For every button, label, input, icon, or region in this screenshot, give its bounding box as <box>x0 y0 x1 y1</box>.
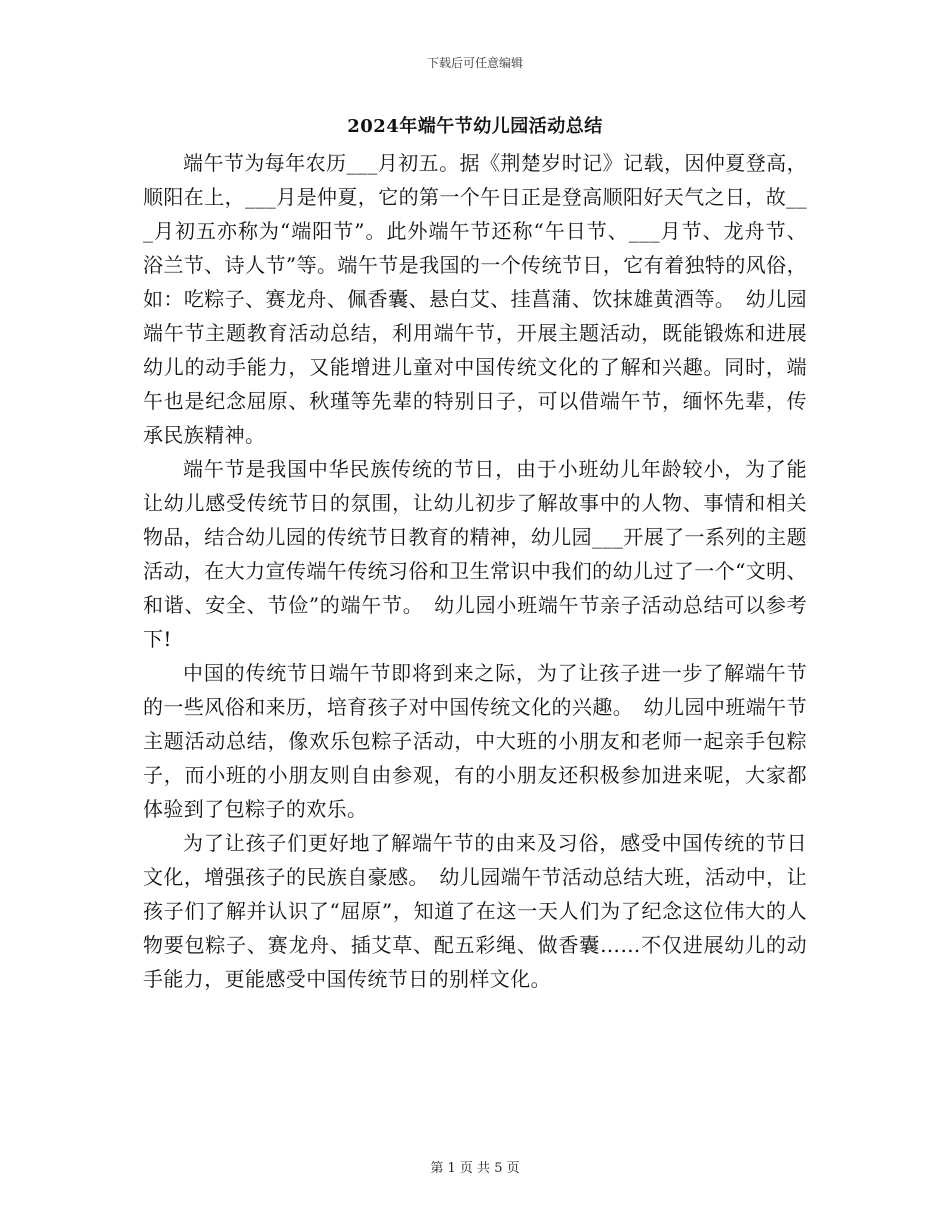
paragraph-2: 端午节是我国中华民族传统的节日，由于小班幼儿年龄较小，为了能让幼儿感受传统节日的氛围，让幼儿初步了解故事中的人物、事情和相关物品，结合幼儿园的传统节日教育的精神，幼儿园___开展了一系列的主题活动，在大力宣传端午传统习俗和卫生常识中我们的幼儿过了一个“文明、和谐、安全、节俭”的端午节。 幼儿园小班端午节亲子活动总结可以参考下! <box>143 457 807 651</box>
page-number: 第 1 页 共 5 页 <box>430 1161 520 1176</box>
paragraph-1: 端午节为每年农历___月初五。据《荆楚岁时记》记载，因仲夏登高，顺阳在上，___月是仲夏，它的第一个午日正是登高顺阳好天气之日，故___月初五亦称为“端阳节”。此外端午节还称“午日节、___月节、龙舟节、浴兰节、诗人节”等。端午节是我国的一个传统节日，它有着独特的风俗，如：吃粽子、赛龙舟、佩香囊、悬白艾、挂菖蒲、饮抹雄黄酒等。 幼儿园端午节主题教育活动总结，利用端午节，开展主题活动，既能锻炼和进展幼儿的动手能力，又能增进儿童对中国传统文化的了解和兴趣。同时，端午也是纪念屈原、秋瑾等先辈的特别日子，可以借端午节，缅怀先辈，传承民族精神。 <box>143 151 807 447</box>
page-header-note: 下载后可任意编辑 <box>426 56 523 70</box>
paragraph-4: 为了让孩子们更好地了解端午节的由来及习俗，感受中国传统的节日文化，增强孩子的民族自豪感。 幼儿园端午节活动总结大班，活动中，让孩子们了解并认识了“屈原”，知道了在这一天人们为了纪念这位伟大的人物要包粽子、赛龙舟、插艾草、配五彩绳、做香囊……不仅进展幼儿的动手能力，更能感受中国传统节日的别样文化。 <box>143 831 807 991</box>
document-title: 2024年端午节幼儿园活动总结 <box>347 116 603 137</box>
paragraph-3: 中国的传统节日端午节即将到来之际，为了让孩子进一步了解端午节的一些风俗和来历，培育孩子对中国传统文化的兴趣。 幼儿园中班端午节主题活动总结，像欢乐包粽子活动，中大班的小朋友和老师一起亲手包粽子，而小班的小朋友则自由参观，有的小朋友还积极参加进来呢，大家都体验到了包粽子的欢乐。 <box>143 661 807 821</box>
document-body <box>143 146 807 996</box>
